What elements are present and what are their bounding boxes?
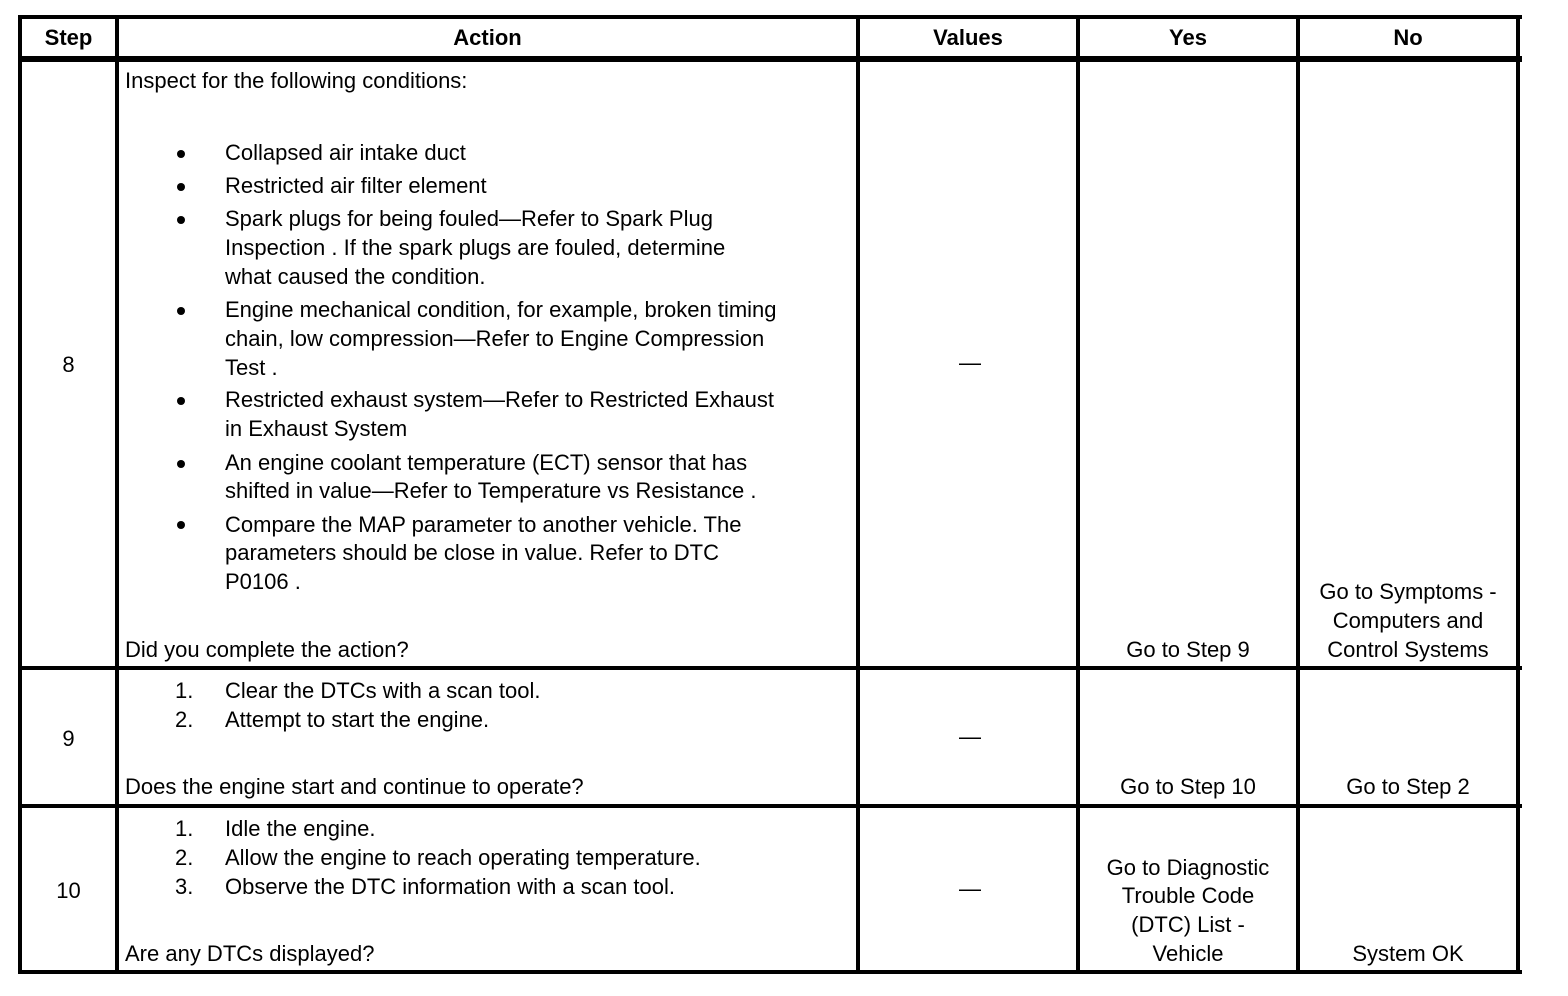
bullet-text: Inspection . If the spark plugs are fouled, determine — [225, 235, 726, 260]
step-number: 10 — [56, 878, 81, 903]
list-number: 1. — [175, 816, 194, 841]
header-action: Action — [453, 25, 522, 50]
header-step: Step — [44, 25, 93, 50]
action-question: Does the engine start and continue to operate? — [125, 774, 584, 799]
bullet-text: An engine coolant temperature (ECT) sensor that has — [225, 450, 748, 475]
bullet-text: Compare the MAP parameter to another vehicle. The — [225, 512, 742, 537]
no-cell: Go to Step 2 — [1346, 774, 1470, 799]
list-number: 2. — [175, 845, 194, 870]
bullet-icon — [177, 150, 185, 158]
column-divider — [115, 15, 119, 974]
list-number: 3. — [175, 874, 194, 899]
column-divider — [1076, 15, 1080, 974]
bullet-icon — [177, 216, 185, 224]
bullet-icon — [177, 460, 185, 468]
bullet-text: P0106 . — [225, 569, 301, 594]
bullet-icon — [177, 307, 185, 315]
yes-cell: Go to Step 10 — [1120, 774, 1256, 799]
yes-cell: Go to Step 9 — [1126, 637, 1250, 662]
bullet-icon — [177, 521, 185, 529]
bullet-text: Collapsed air intake duct — [225, 140, 466, 165]
no-cell: Go to Symptoms - — [1319, 579, 1497, 604]
values-cell: — — [959, 350, 981, 375]
table-border-right — [1516, 15, 1520, 974]
step-number: 9 — [62, 726, 75, 751]
action-question: Did you complete the action? — [125, 637, 409, 662]
bullet-text: what caused the condition. — [225, 264, 486, 289]
bullet-text: Restricted exhaust system—Refer to Restricted Exhaust — [225, 387, 774, 412]
values-cell: — — [959, 724, 981, 749]
bullet-text: Engine mechanical condition, for example, broken timing — [225, 297, 777, 322]
header-yes: Yes — [1169, 25, 1207, 50]
yes-cell: Trouble Code — [1121, 883, 1255, 908]
list-number: 2. — [175, 707, 194, 732]
step-number: 8 — [62, 352, 75, 377]
no-cell: Control Systems — [1327, 637, 1489, 662]
bullet-text: Restricted air filter element — [225, 173, 487, 198]
list-item: Attempt to start the engine. — [225, 707, 490, 732]
bullet-text: in Exhaust System — [225, 416, 408, 441]
no-cell: Computers and — [1332, 608, 1484, 633]
table-border-left — [18, 15, 22, 974]
bullet-text: parameters should be close in value. Refer to DTC — [225, 540, 720, 565]
yes-cell: (DTC) List - — [1131, 912, 1245, 937]
bullet-text: shifted in value—Refer to Temperature vs Resistance . — [225, 478, 757, 503]
header-values: Values — [933, 25, 1003, 50]
action-intro: Inspect for the following conditions: — [125, 68, 468, 93]
yes-cell: Vehicle — [1152, 941, 1224, 966]
bullet-icon — [177, 397, 185, 405]
bullet-text: Spark plugs for being fouled—Refer to Spark Plug — [225, 206, 713, 231]
bullet-text: Test . — [225, 355, 278, 380]
column-divider — [856, 15, 860, 974]
bullet-text: chain, low compression—Refer to Engine Compression — [225, 326, 765, 351]
list-number: 1. — [175, 678, 194, 703]
values-cell: — — [959, 876, 981, 901]
action-question: Are any DTCs displayed? — [125, 941, 375, 966]
header-no: No — [1393, 25, 1423, 50]
yes-cell: Go to Diagnostic — [1106, 855, 1270, 880]
list-item: Clear the DTCs with a scan tool. — [225, 678, 541, 703]
no-cell: System OK — [1352, 941, 1464, 966]
list-item: Idle the engine. — [225, 816, 376, 841]
list-item: Allow the engine to reach operating temperature. — [225, 845, 701, 870]
list-item: Observe the DTC information with a scan tool. — [225, 874, 675, 899]
column-divider — [1296, 15, 1300, 974]
bullet-icon — [177, 183, 185, 191]
